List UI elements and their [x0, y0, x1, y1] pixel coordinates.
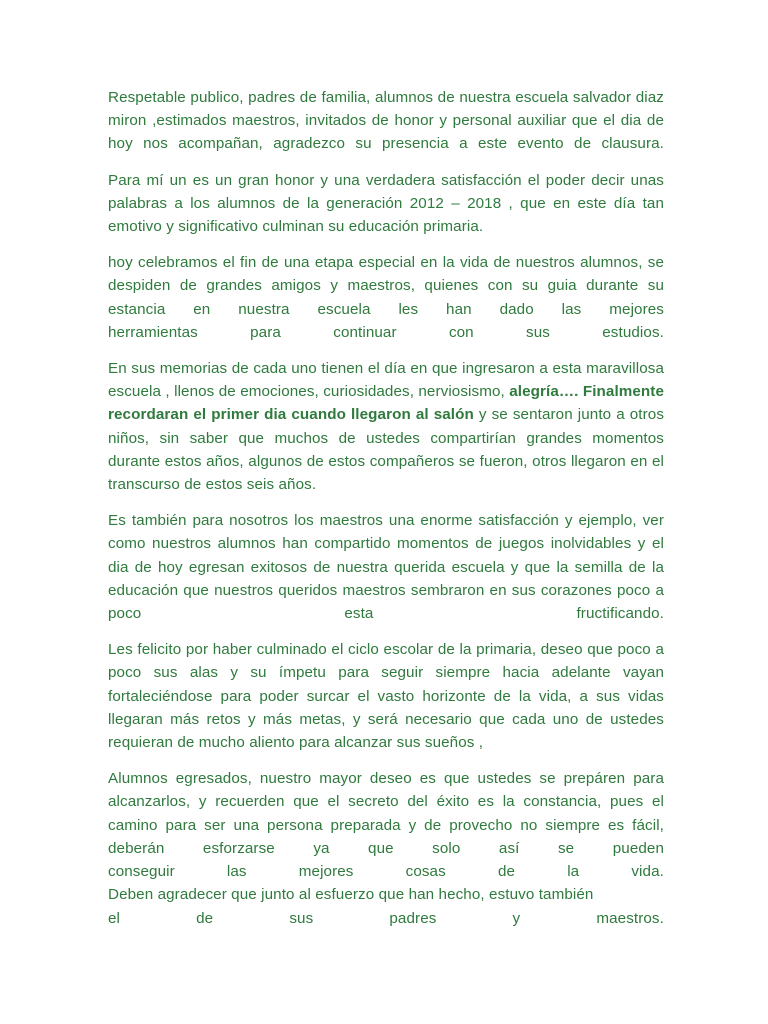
stretch-word: continuar [333, 323, 397, 341]
stretch-word: maestros. [596, 909, 664, 927]
paragraph-6: Les felicito por haber culminado el ciclo escolar de la primaria, deseo que poco a poco sus alas y su ímpetu para seguir siempre hacia adelante vayan fortaleciéndose para poder surcar el vasto horizonte de la vida, a sus vidas llegaran más retos y más metas, y será necesario que cada uno de ustedes requieran de mucho aliento para alcanzar sus sueños , [108, 641, 664, 752]
stretch-word: sus [289, 909, 314, 927]
paragraph-8 [108, 883, 664, 929]
paragraph-7 [108, 767, 664, 883]
stretch-word: estudios. [602, 323, 664, 341]
paragraph-4-run-normal-1: En sus memorias de cada uno tienen el día en que ingresaron a esta maravillosa escuela , llenos de emociones, curiosidades, nerviosismo, [108, 360, 664, 401]
stretch-word: para [250, 323, 281, 341]
stretch-word: vida. [631, 863, 664, 881]
stretch-word: padres [389, 909, 437, 927]
paragraph-3 [108, 251, 664, 344]
stretch-word: sus [526, 323, 550, 341]
stretch-word: con [448, 323, 474, 341]
stretch-word: la [567, 863, 580, 881]
paragraph-4-run-normal-2: y se sentaron junto a otros niños, sin saber que muchos de ustedes compartirían grandes momentos durante estos años, algunos de estos compañeros se fueron, otros llegaron en el transcurso de estos seis años. [108, 406, 665, 494]
stretch-word: las [226, 863, 247, 881]
stretch-word: mejores [298, 863, 354, 881]
stretch-word: herramientas [108, 323, 198, 341]
paragraph-4 [108, 357, 664, 496]
paragraph-8-stretched-line [108, 907, 664, 930]
document-body [108, 86, 664, 930]
paragraph-3-text: hoy celebramos el fin de una etapa especial en la vida de nuestros alumnos, se despiden de grandes amigos y maestros, quienes con su guia durante su estancia en nuestra escuela les han dado las mejores [108, 254, 664, 318]
stretch-word: y [512, 909, 521, 927]
stretch-word: cosas [405, 863, 446, 881]
stretch-word: de [196, 909, 214, 927]
paragraph-3-stretched-line [108, 321, 664, 344]
paragraph-5: Es también para nosotros los maestros una enorme satisfacción y ejemplo, ver como nuestros alumnos han compartido momentos de juegos inolvidables y el dia de hoy egresan exitosos de nuestra querida escuela y que la semilla de la educación que nuestros queridos maestros sembraron en sus corazones poco a poco esta fructificando. [108, 512, 664, 623]
paragraph-1: Respetable publico, padres de familia, alumnos de nuestra escuela salvador diaz miron ,estimados maestros, invitados de honor y personal auxiliar que el dia de hoy nos acompañan, agradezco su presencia a este evento de clausura. [108, 89, 664, 153]
stretch-word: el [108, 909, 121, 927]
paragraph-7-stretched-line [108, 860, 664, 883]
paragraph-2: Para mí un es un gran honor y una verdadera satisfacción el poder decir unas palabras a los alumnos de la generación 2012 – 2018 , que en este día tan emotivo y significativo culminan su educación primaria. [108, 171, 664, 236]
paragraph-7-text: Alumnos egresados, nuestro mayor deseo es que ustedes se prepáren para alcanzarlos, y recuerden que el secreto del éxito es la constancia, pues el camino para ser una persona preparada y de provecho no siempre es fácil, deberán esforzarse ya que solo así se pueden [108, 770, 664, 857]
stretch-word: conseguir [108, 863, 175, 881]
paragraph-4-run-bold: alegría…. Finalmente recordaran el primer dia cuando llegaron al salón [108, 383, 665, 424]
stretch-word: de [497, 863, 516, 881]
paragraph-8-text: Deben agradecer que junto al esfuerzo que han hecho, estuvo también [108, 886, 594, 904]
